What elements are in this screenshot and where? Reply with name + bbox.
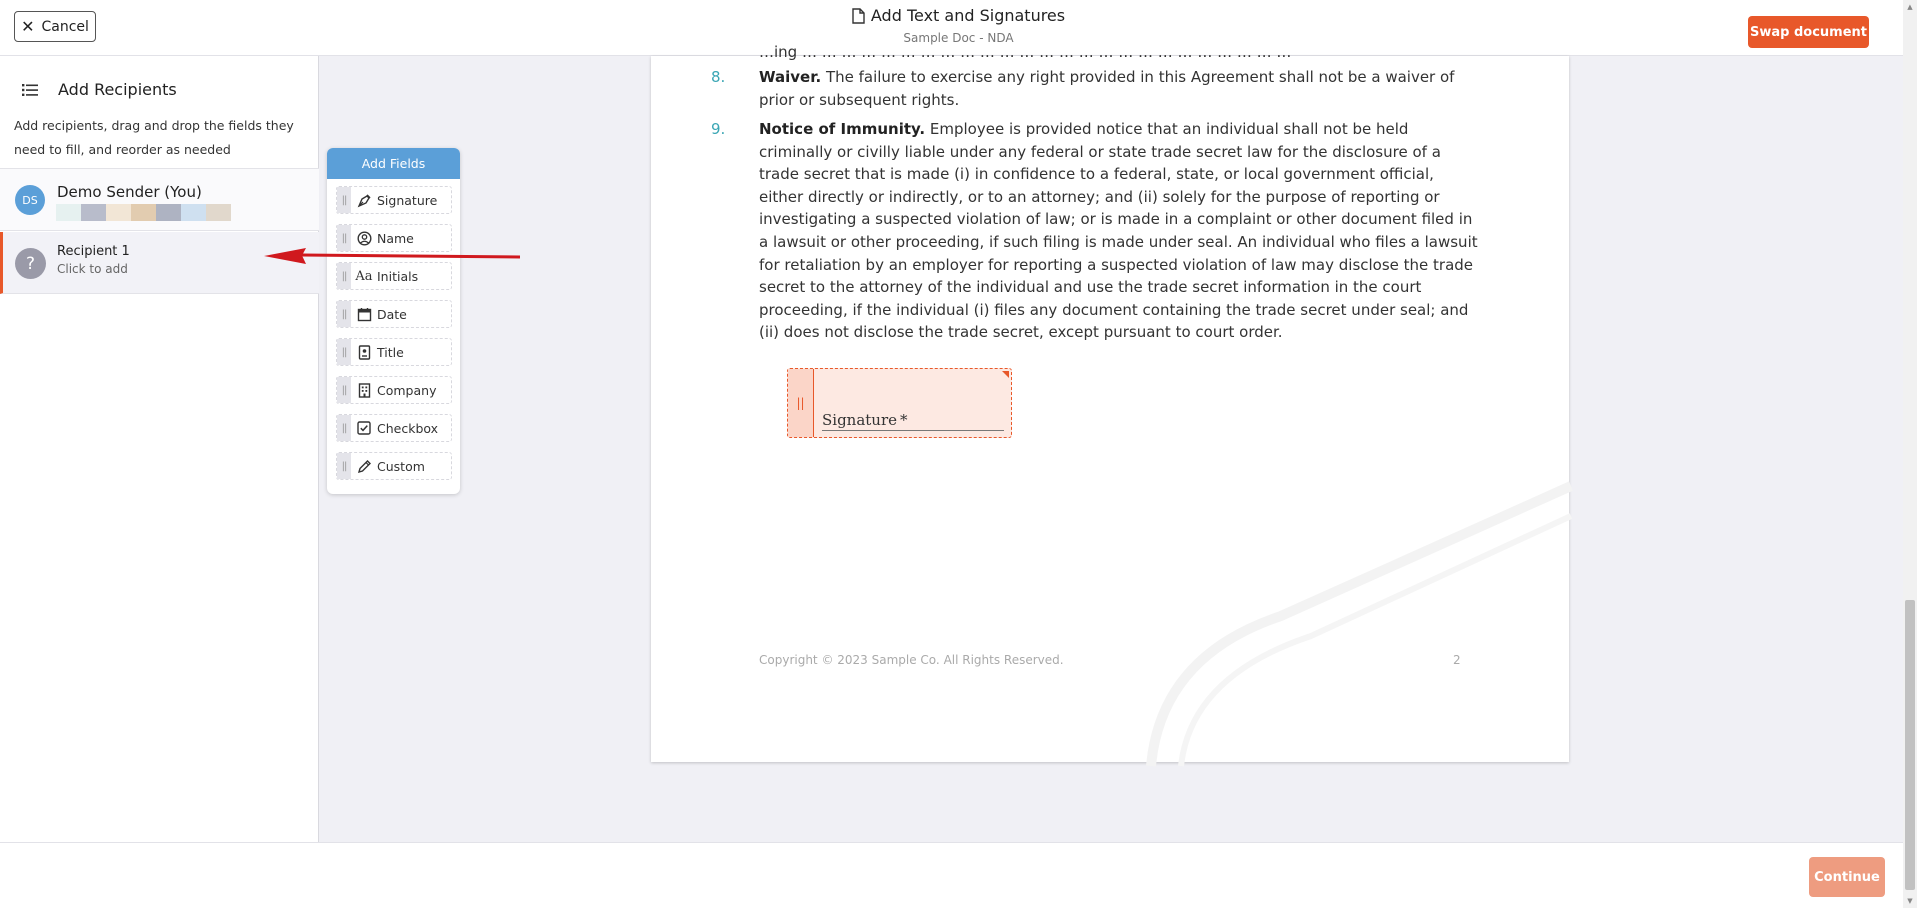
copyright-text: Copyright © 2023 Sample Co. All Rights Reserved. [759,653,1064,667]
sidebar-description: Add recipients, drag and drop the fields they need to fill, and reorder as needed [14,118,294,157]
page-number: 2 [1453,653,1461,667]
close-icon: ✕ [21,16,35,36]
field-label: Signature [377,192,438,208]
clause-text: Employee is provided notice that an individual shall not be held criminally or civilly liable under any federal or state trade secret law for the disclosure of a trade secret that is made (i) in confidence to a federal, state, or local government official, either directly or indirectly, or to an attorney; and (ii) solely for the purpose of reporting or investigating a suspected violation of law; or is made in a complaint or other document filed in a lawsuit or other proceeding, if such filing is made under seal. An individual who files a lawsuit for retaliation by an employer for reporting a suspected violation of law may disclose the trade secret to the attorney of the individual and use the trade secret information in the court proceeding, if the individual (i) files any document containing the trade secret under seal; and (ii) does not disclose the trade secret, except pursuant to court order. [759,120,1478,342]
field-label: Custom [377,458,425,474]
continue-button[interactable]: Continue [1809,857,1885,897]
field-title[interactable] [336,338,452,366]
color-swatch [81,204,106,221]
resize-corner-icon[interactable] [1002,371,1009,378]
page-title-text: Add Text and Signatures [870,6,1066,25]
drag-handle-icon[interactable]: || [337,377,351,403]
clause-9 [711,118,1479,344]
page-title [852,6,1065,25]
field-label: Initials [377,268,419,284]
document-page [651,43,1569,762]
id-badge-icon [351,345,377,360]
user-circle-icon [351,231,377,246]
sidebar-header [22,80,177,99]
field-label: Date [377,306,407,322]
avatar: DS [15,185,45,215]
clause-heading: Notice of Immunity. [759,120,926,138]
clause-number: 8. [711,68,726,86]
recipient-hint: Click to add [57,262,128,276]
sender-color-swatches [56,204,231,221]
color-swatch [56,204,81,221]
bottom-action-bar [0,842,1903,908]
field-checkbox[interactable] [336,414,452,442]
field-company[interactable] [336,376,452,404]
scrollbar[interactable] [1903,0,1917,908]
drag-handle-icon[interactable]: || [337,263,351,289]
scroll-down-icon[interactable]: ▼ [1907,897,1913,905]
clipped-text-line: …ing … … … … … … … … … … … … … … … … … … … … … … … … … [759,43,1292,61]
clause-text: The failure to exercise any right provided in this Agreement shall not be a waiver of prior or subsequent rights. [759,68,1455,109]
header-title-block [0,6,1917,45]
cancel-label: Cancel [41,18,89,35]
drag-handle-icon[interactable]: || [337,225,351,251]
document-icon [852,8,865,24]
drag-handle-icon[interactable]: || [337,187,351,213]
recipients-sidebar [0,56,319,842]
field-custom[interactable] [336,452,452,480]
swap-document-button[interactable]: Swap document [1748,16,1869,48]
question-avatar-icon: ? [15,248,46,279]
recipient-name: Recipient 1 [57,244,130,259]
color-swatch [131,204,156,221]
drag-handle-icon[interactable]: || [337,339,351,365]
field-label: Title [377,344,404,360]
scroll-thumb[interactable] [1905,600,1915,890]
field-label: Company [377,382,437,398]
checkbox-icon [351,421,377,435]
pen-nib-icon [351,193,377,208]
building-icon [351,383,377,398]
pencil-icon [351,459,377,474]
initials-icon: Aa [355,268,373,284]
color-swatch [206,204,231,221]
color-swatch [156,204,181,221]
field-label: Checkbox [377,420,439,436]
signature-field-label [822,411,1004,431]
sidebar-title: Add Recipients [58,80,177,99]
calendar-icon [351,307,377,322]
scroll-up-icon[interactable]: ▲ [1907,3,1913,11]
color-swatch [106,204,131,221]
drag-handle-icon[interactable]: || [337,415,351,441]
signature-label-text: Signature [822,411,898,429]
color-swatch [181,204,206,221]
field-label: Name [377,230,414,246]
drag-handle-icon[interactable]: || [788,369,814,437]
recipient-sender[interactable] [0,168,319,231]
field-date[interactable] [336,300,452,328]
sender-name: Demo Sender (You) [57,183,202,201]
signature-field[interactable] [787,368,1012,438]
page-watermark-decoration [1141,476,1571,766]
clause-8 [711,66,1479,111]
clause-heading: Waiver. [759,68,822,86]
red-arrow-annotation [262,245,520,269]
list-icon[interactable] [22,83,38,97]
add-fields-title: Add Fields [327,148,460,179]
required-mark: * [900,411,908,429]
drag-handle-icon[interactable]: || [337,301,351,327]
document-name: Sample Doc - NDA [903,30,1014,45]
field-signature[interactable] [336,186,452,214]
clause-number: 9. [711,120,726,138]
drag-handle-icon[interactable]: || [337,453,351,479]
add-fields-panel [327,148,460,494]
